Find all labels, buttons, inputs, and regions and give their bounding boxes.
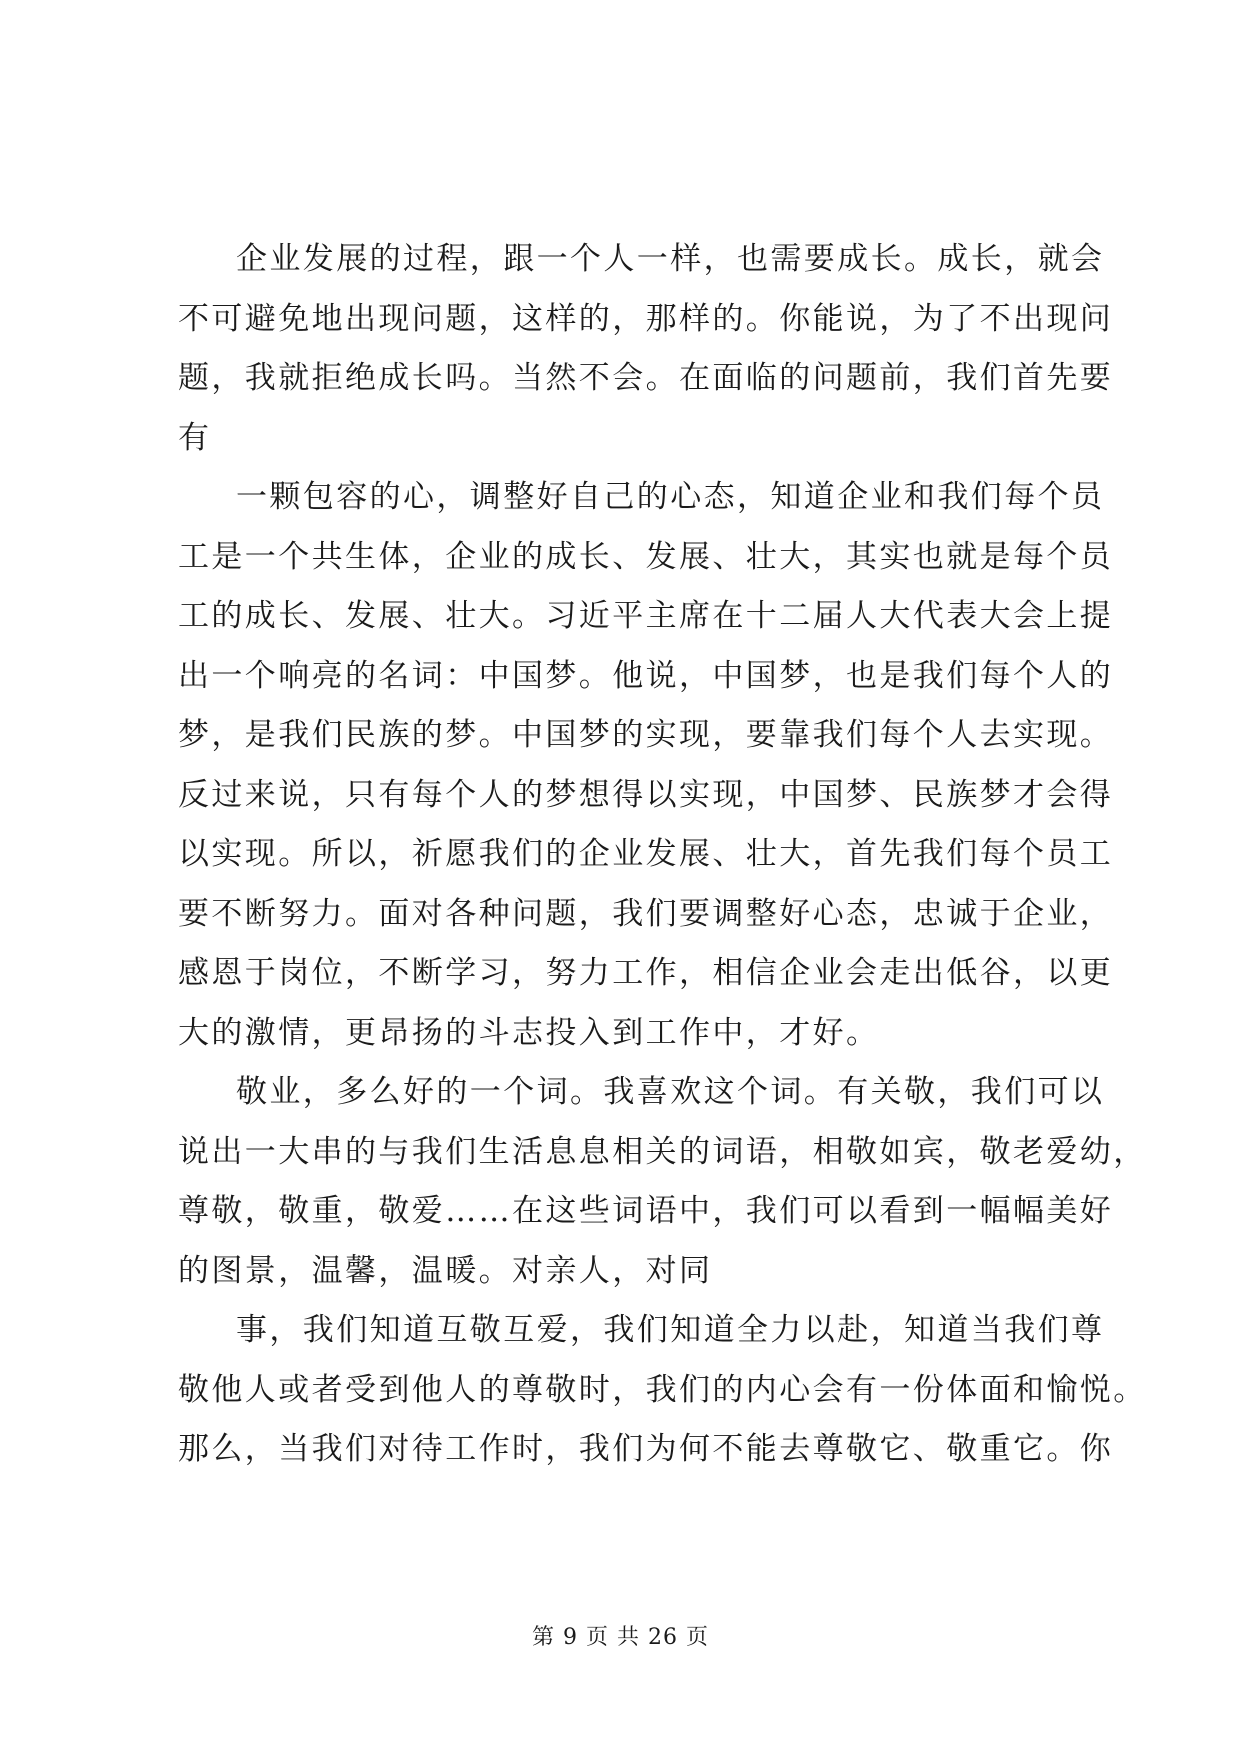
text-line: 题，我就拒绝成长吗。当然不会。在面临的问题前，我们首先要 bbox=[178, 360, 1114, 396]
text-line: 要不断努力。面对各种问题，我们要调整好心态，忠诚于企业， bbox=[178, 895, 1114, 932]
text-line: 出一个响亮的名词：中国梦。他说，中国梦，也是我们每个人的 bbox=[178, 657, 1114, 694]
text-line: 以实现。所以，祈愿我们的企业发展、壮大，首先我们每个员工 bbox=[178, 836, 1114, 872]
text-line: 敬他人或者受到他人的尊敬时，我们的内心会有一份体面和愉悦。 bbox=[178, 1371, 1147, 1408]
document-body bbox=[178, 230, 1147, 1480]
text-line: 工是一个共生体，企业的成长、发展、壮大，其实也就是每个员 bbox=[178, 538, 1114, 575]
text-line: 的图景，温馨，温暖。对亲人，对同 bbox=[178, 1252, 713, 1289]
paragraph-2 bbox=[178, 468, 1114, 1063]
paragraph-1 bbox=[178, 230, 1114, 468]
text-line: 大的激情，更昂扬的斗志投入到工作中，才好。 bbox=[178, 1014, 880, 1051]
text-line: 企业发展的过程，跟一个人一样，也需要成长。成长，就会 bbox=[236, 241, 1105, 277]
text-line: 梦，是我们民族的梦。中国梦的实现，要靠我们每个人去实现。 bbox=[178, 717, 1114, 753]
text-line: 说出一大串的与我们生活息息相关的词语，相敬如宾，敬老爱幼， bbox=[178, 1133, 1147, 1170]
paragraph-3 bbox=[178, 1063, 1147, 1301]
text-line: 有 bbox=[178, 419, 212, 456]
paragraph-4 bbox=[178, 1301, 1147, 1480]
text-line: 那么，当我们对待工作时，我们为何不能去尊敬它、敬重它。你 bbox=[178, 1431, 1114, 1467]
page-number-footer: 第 9 页 共 26 页 bbox=[532, 1625, 709, 1650]
text-line: 反过来说，只有每个人的梦想得以实现，中国梦、民族梦才会得 bbox=[178, 776, 1114, 813]
text-line: 感恩于岗位，不断学习，努力工作，相信企业会走出低谷，以更 bbox=[178, 955, 1114, 991]
text-line: 事，我们知道互敬互爱，我们知道全力以赴，知道当我们尊 bbox=[236, 1312, 1105, 1348]
text-line: 敬业，多么好的一个词。我喜欢这个词。有关敬，我们可以 bbox=[236, 1074, 1105, 1110]
text-line: 不可避免地出现问题，这样的，那样的。你能说，为了不出现问 bbox=[178, 300, 1114, 337]
text-line: 一颗包容的心，调整好自己的心态，知道企业和我们每个员 bbox=[236, 479, 1105, 515]
text-line: 工的成长、发展、壮大。习近平主席在十二届人大代表大会上提 bbox=[178, 598, 1114, 634]
text-line: 尊敬，敬重，敬爱……在这些词语中，我们可以看到一幅幅美好 bbox=[178, 1193, 1114, 1229]
